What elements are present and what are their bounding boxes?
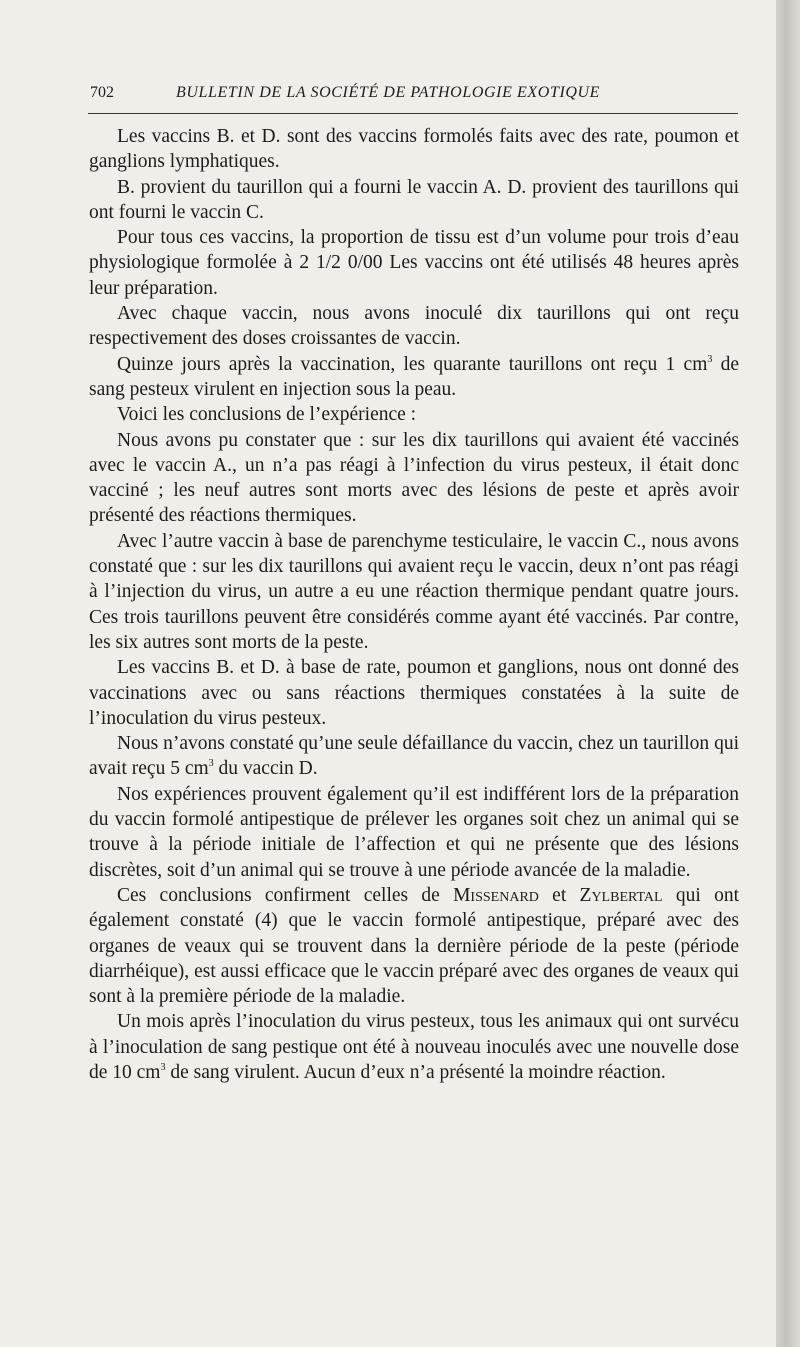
paragraph-text: Quinze jours après la vaccination, les quarante taurillons ont reçu 1 cm <box>117 353 708 375</box>
running-title: BULLETIN DE LA SOCIÉTÉ DE PATHOLOGIE EXOTIQUE <box>176 84 601 101</box>
superscript: 3 <box>208 758 214 770</box>
paragraph-text: qui ont également constaté (4) que le vaccin formolé antipestique, préparé avec des organes de veaux qui se trouvent dans la dernière période de la peste (période diarrhéique), est aussi efficace que le vaccin préparé avec des organes de veaux qui sont à la première période de la maladie. <box>89 884 739 1008</box>
paragraph: Avec l’autre vaccin à base de parenchyme testiculaire, le vaccin C., nous avons constaté que : sur les dix taurillons qui avaient reçu le vaccin, deux n’ont pas réagi à l’injection du virus, un autre a eu une réaction thermique pendant quatre jours. Ces trois taurillons peuvent être considérés comme ayant été vaccinés. Par contre, les six autres sont morts de la peste. <box>89 530 739 653</box>
paragraph: Voici les conclusions de l’expérience : <box>117 404 417 426</box>
paragraph-text: Un mois après l’inoculation du virus pesteux, tous les animaux qui ont survécu à l’inoculation de sang pestique ont été à nouveau inoculés avec une nouvelle dose de 10 cm <box>89 1011 739 1083</box>
paragraph-text: de sang pesteux virulent en injection sous la peau. <box>89 353 740 400</box>
page-edge-shadow <box>776 0 800 1347</box>
paragraph <box>89 731 739 782</box>
paragraph: Nous avons pu constater que : sur les dix taurillons qui avaient été vaccinés avec le vaccin A., un n’a pas réagi à l’infection du virus pesteux, il était donc vacciné ; les neuf autres sont morts avec des lésions de peste et après avoir présenté des réactions thermiques. <box>89 429 739 527</box>
paragraph: Nos expériences prouvent également qu’il est indifférent lors de la préparation du vaccin formolé antipestique de prélever les organes soit chez un animal qui se trouve à la période initiale de l’affection et qui ne présente que des lésions discrètes, soit d’un animal qui se trouve à une période avancée de la maladie. <box>89 783 739 881</box>
paragraph <box>89 883 739 1009</box>
paragraph <box>89 1009 739 1085</box>
paragraph-text: de sang virulent. Aucun d’eux n’a présenté la moindre réaction. <box>165 1061 666 1083</box>
paragraph <box>89 352 739 403</box>
author-name: Missenard <box>453 884 539 906</box>
paragraph-text: Ces conclusions confirment celles de <box>117 884 454 906</box>
author-name: Zylbertal <box>579 884 663 906</box>
paragraph-text: et <box>538 884 580 906</box>
paragraph: B. provient du taurillon qui a fourni le vaccin A. D. provient des taurillons qui ont fourni le vaccin C. <box>89 176 739 223</box>
superscript: 3 <box>707 353 713 365</box>
header-rule <box>88 113 738 114</box>
paragraph: Les vaccins B. et D. à base de rate, poumon et ganglions, nous ont donné des vaccinations avec ou sans réactions thermiques constatées à la suite de l’inoculation du virus pesteux. <box>89 657 739 729</box>
paragraph: Avec chaque vaccin, nous avons inoculé dix taurillons qui ont reçu respectivement des doses croissantes de vaccin. <box>89 303 739 350</box>
superscript: 3 <box>160 1061 166 1073</box>
paragraph-text: Nous n’avons constaté qu’une seule défaillance du vaccin, chez un taurillon qui avait reçu 5 cm <box>89 733 739 780</box>
paragraph: Pour tous ces vaccins, la proportion de tissu est d’un volume pour trois d’eau physiologique formolée à 2 1/2 0/00 Les vaccins ont été utilisés 48 heures après leur préparation. <box>89 227 739 299</box>
body-text <box>89 124 739 1085</box>
page-number: 702 <box>90 84 114 101</box>
page-header <box>90 84 736 108</box>
paragraph-text: du vaccin D. <box>213 758 318 780</box>
paragraph: Les vaccins B. et D. sont des vaccins formolés faits avec des rate, poumon et ganglions lymphatiques. <box>89 126 739 173</box>
